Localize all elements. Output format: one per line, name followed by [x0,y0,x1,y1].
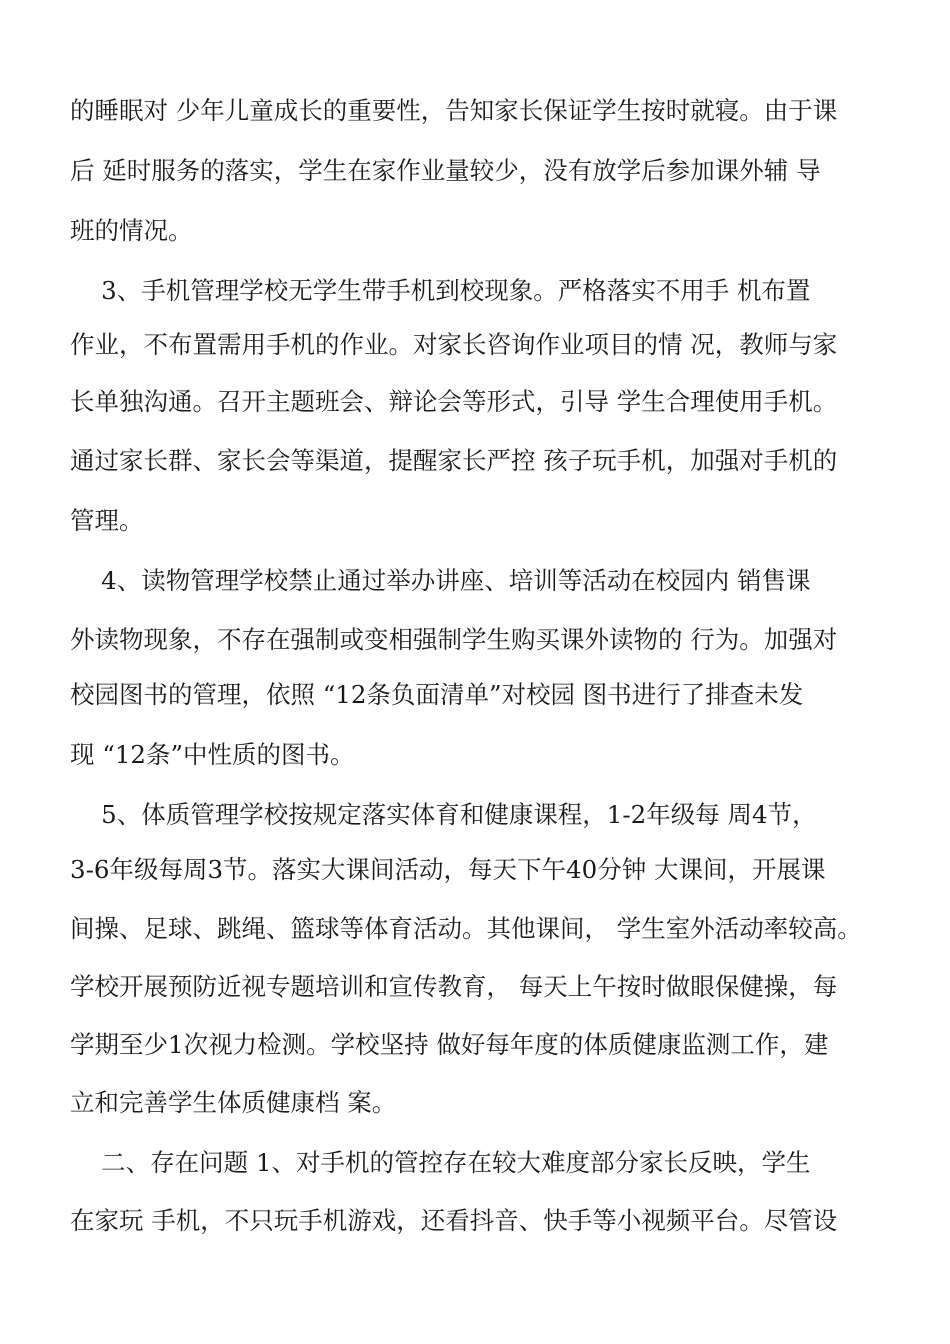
text-line: 长单独沟通。召开主题班会、辩论会等形式，引导 学生合理使用手机。 [70,387,838,416]
text-line: 4、读物管理学校禁止通过举办讲座、培训等活动在校园内 销售课 [70,566,811,595]
text-line: 二、存在问题 1、对手机的管控存在较大难度部分家长反映，学生 [70,1148,811,1177]
text-line: 5、体质管理学校按规定落实体育和健康课程，1-2年级每 周4节， [70,800,817,829]
text-line: 学期至少1次视力检测。学校坚持 做好每年度的体质健康监测工作，建 [70,1030,829,1059]
text-line: 的睡眠对 少年儿童成长的重要性，告知家长保证学生按时就寝。由于课 [70,96,838,125]
text-line: 学校开展预防近视专题培训和宣传教育， 每天上午按时做眼保健操，每 [70,972,838,1001]
text-line: 后 延时服务的落实，学生在家作业量较少，没有放学后参加课外辅 导 [70,156,821,185]
text-line: 立和完善学生体质健康档 案。 [70,1088,397,1117]
text-line: 外读物现象，不存在强制或变相强制学生购买课外读物的 行为。加强对 [70,625,838,654]
text-line: 现 “12条”中性质的图书。 [70,740,355,769]
text-line: 作业，不布置需用手机的作业。对家长咨询作业项目的情 况，教师与家 [70,330,838,359]
text-line: 校园图书的管理，依照 “12条负面清单”对校园 图书进行了排查未发 [70,680,804,709]
text-line: 间操、足球、跳绳、篮球等体育活动。其他课间， 学生室外活动率较高。 [70,914,862,943]
text-line: 管理。 [70,506,144,535]
text-line: 班的情况。 [70,216,193,245]
text-line: 在家玩 手机，不只玩手机游戏，还看抖音、快手等小视频平台。尽管设 [70,1206,838,1235]
text-line: 3、手机管理学校无学生带手机到校现象。严格落实不用手 机布置 [70,276,811,305]
text-line: 3-6年级每周3节。落实大课间活动，每天下午40分钟 大课间，开展课 [70,855,826,884]
text-line: 通过家长群、家长会等渠道，提醒家长严控 孩子玩手机，加强对手机的 [70,446,838,475]
